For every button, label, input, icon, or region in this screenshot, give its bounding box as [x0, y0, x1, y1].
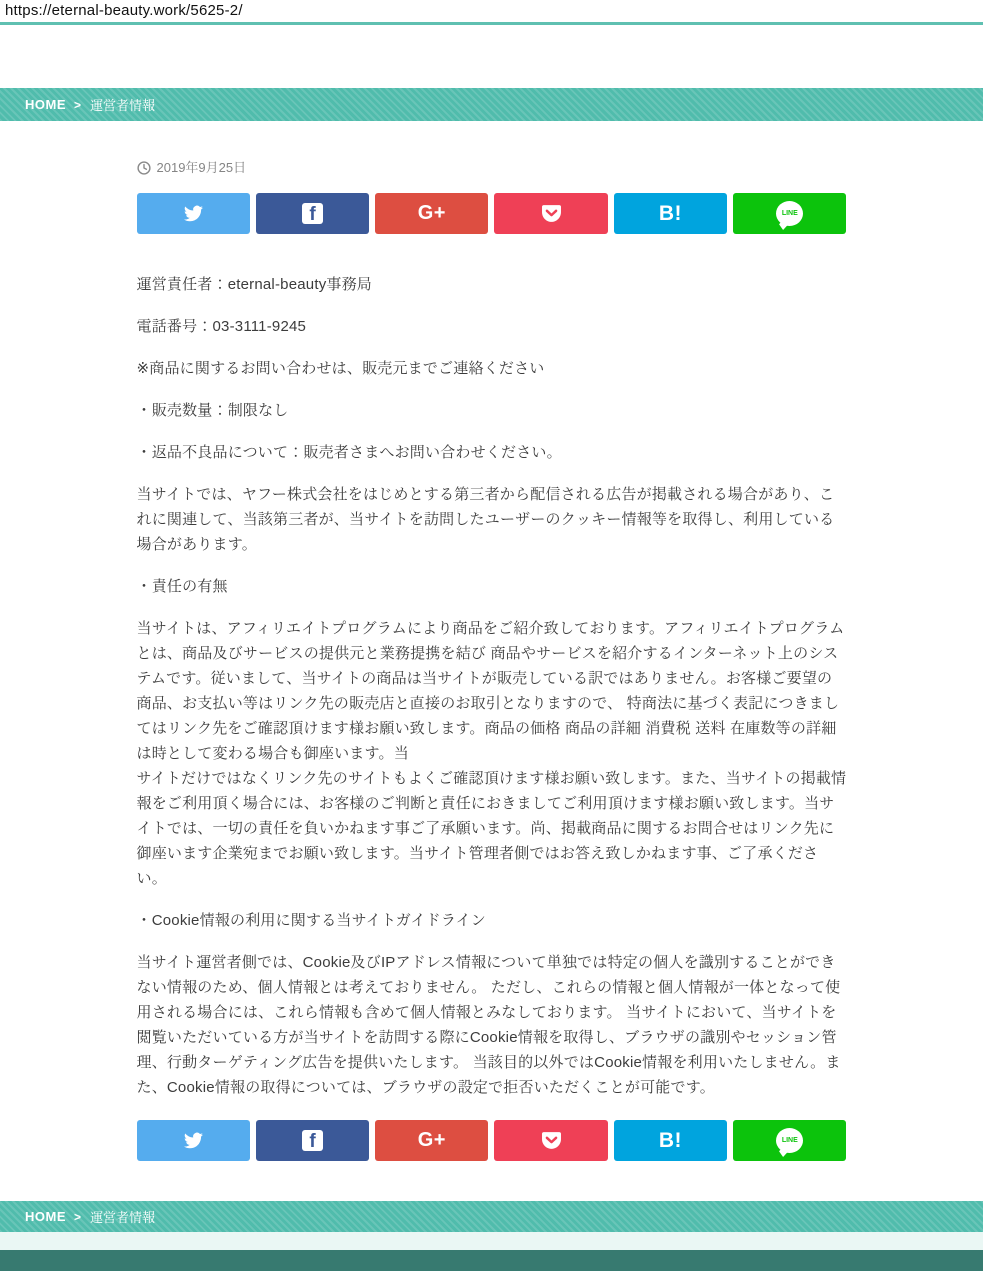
article-paragraph: 当サイト運営者側では、Cookie及びIPアドレス情報について単独では特定の個人を識別することができない情報のため、個人情報とは考えておりません。 ただし、これらの情報と個人情報が一体となって使用される場合には、これら情報も含めて個人情報とみなしております。 当サイトにおいて、当サイトを閲覧いただいている方が当サイトを訪問する際にCookie情報を取得し、ブラウザの識別やセッション管理、行動ターゲティング広告を提供いたします。 当該目的以外ではCookie情報を利用いたしません。また、Cookie情報の取得については、ブラウザの設定で拒否いただくことが可能です。 — [136, 954, 841, 1096]
share-google-plus-button[interactable] — [375, 1120, 488, 1161]
breadcrumb-separator: > — [74, 97, 82, 112]
breadcrumb — [0, 88, 983, 121]
share-google-plus-button[interactable] — [375, 193, 488, 234]
pocket-icon — [540, 202, 563, 225]
facebook-f-icon: f — [302, 1130, 323, 1151]
share-hatena-button[interactable] — [614, 1120, 727, 1161]
article-paragraph: ・Cookie情報の利用に関する当サイトガイドライン — [136, 912, 486, 929]
article-paragraph: ・責任の有無 — [136, 578, 228, 595]
article-paragraph: ※商品に関するお問い合わせは、販売元までご連絡ください — [136, 360, 545, 377]
main-content — [137, 159, 847, 1161]
post-date-text: 2019年9月25日 — [156, 160, 247, 175]
clock-icon — [137, 161, 151, 175]
pocket-icon — [540, 1129, 563, 1152]
post-date — [137, 159, 847, 177]
article-paragraph: 電話番号：03-3111-9245 — [136, 318, 307, 335]
line-icon: LINE — [776, 201, 803, 226]
url-text: https://eternal-beauty.work/5625-2/ — [5, 2, 243, 19]
share-line-button[interactable] — [733, 1120, 846, 1161]
article-paragraph: 当サイトは、アフィリエイトプログラムにより商品をご紹介致しております。アフィリエイトプログラムとは、商品及びサービスの提供元と業務提携を結び 商品やサービスを紹介するインターネット上のシステムです。従いまして、当サイトの商品は当サイトが販売している訳ではありません。お客様ご要望の商品、お支払い等はリンク先の販売店と直接のお取引となりますので、 特商法に基づく表記につきましてはリンク先をご確認頂けます様お願い致します。商品の価格 商品の詳細 消費税 送料 在庫数等の詳細は時として変わる場合も御座います。当 — [136, 620, 845, 762]
share-facebook-button[interactable] — [256, 1120, 369, 1161]
header-blank-area — [0, 25, 983, 88]
share-pocket-button[interactable] — [494, 193, 607, 234]
breadcrumb-home-link[interactable]: HOME — [25, 97, 66, 112]
share-facebook-button[interactable] — [256, 193, 369, 234]
share-pocket-button[interactable] — [494, 1120, 607, 1161]
hatena-b-icon: B! — [658, 1128, 683, 1152]
article-paragraph: ・返品不良品について：販売者さまへお問い合わせください。 — [136, 444, 562, 461]
share-twitter-button[interactable] — [137, 193, 250, 234]
twitter-bird-icon — [182, 1131, 205, 1150]
share-buttons-top — [137, 193, 847, 234]
article-paragraph: サイトだけではなくリンク先のサイトもよくご確認頂けます様お願い致します。また、当サイトの掲載情報をご利用頂く場合には、お客様のご判断と責任におきましてご利用頂けます様お願い致します。当サイトでは、一切の責任を負いかねます事ご了承願います。尚、掲載商品に関するお問合せはリンク先に御座います企業宛までお願い致します。当サイト管理者側ではお答え致しかねます事、ご了承ください。 — [136, 770, 847, 887]
google-plus-icon: G+ — [417, 1129, 446, 1151]
breadcrumb-current: 運営者情報 — [90, 1210, 156, 1225]
breadcrumb-current: 運営者情報 — [90, 98, 156, 113]
article-paragraph: 運営責任者：eternal-beauty事務局 — [136, 276, 372, 293]
facebook-f-icon: f — [302, 203, 323, 224]
line-icon: LINE — [776, 1128, 803, 1153]
breadcrumb-bottom — [0, 1201, 983, 1232]
article-body — [137, 234, 847, 1100]
share-line-button[interactable] — [733, 193, 846, 234]
share-twitter-button[interactable] — [137, 1120, 250, 1161]
twitter-bird-icon — [182, 204, 205, 223]
footer-bar — [0, 1250, 983, 1271]
article-paragraph: ・販売数量：制限なし — [136, 402, 289, 419]
share-hatena-button[interactable] — [614, 193, 727, 234]
breadcrumb-home-link[interactable]: HOME — [25, 1209, 66, 1224]
breadcrumb-separator: > — [74, 1209, 82, 1224]
share-buttons-bottom — [137, 1120, 847, 1161]
footer-pale-strip — [0, 1232, 983, 1250]
article-paragraph: 当サイトでは、ヤフー株式会社をはじめとする第三者から配信される広告が掲載される場合があり、これに関連して、当該第三者が、当サイトを訪問したユーザーのクッキー情報等を取得し、利用している場合があります。 — [136, 486, 835, 553]
google-plus-icon: G+ — [417, 202, 446, 224]
hatena-b-icon: B! — [658, 201, 683, 225]
